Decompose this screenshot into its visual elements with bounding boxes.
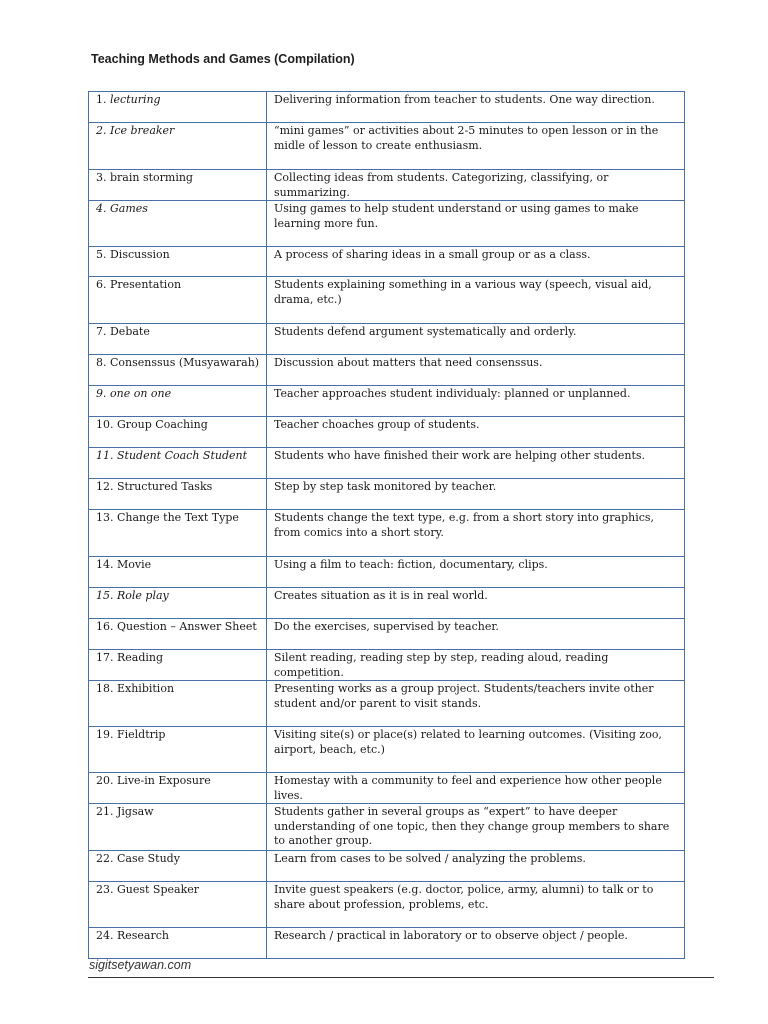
method-description-cell: Collecting ideas from students. Categorizing, classifying, or summarizing.: [267, 170, 685, 201]
method-description-cell: Using games to help student understand or using games to make learning more fun.: [267, 201, 685, 247]
method-name-cell: 3. brain storming: [89, 170, 267, 201]
method-name-cell: 19. Fieldtrip: [89, 727, 267, 773]
method-description-cell: Discussion about matters that need consenssus.: [267, 355, 685, 386]
method-description-cell: Creates situation as it is in real world.: [267, 588, 685, 619]
method-description-cell: Using a film to teach: fiction, documentary, clips.: [267, 557, 685, 588]
method-name-cell: 6. Presentation: [89, 277, 267, 324]
method-description-cell: Students gather in several groups as “expert” to have deeper understanding of one topic, then they change group members to share to another group.: [267, 804, 685, 851]
method-name-cell: [89, 92, 267, 123]
method-description-cell: Students explaining something in a various way (speech, visual aid, drama, etc.): [267, 277, 685, 324]
table-row: [89, 510, 685, 557]
method-name-cell: 18. Exhibition: [89, 681, 267, 727]
footer-website: sigitsetyawan.com: [89, 958, 192, 972]
method-description-cell: Invite guest speakers (e.g. doctor, police, army, alumni) to talk or to share about profession, problems, etc.: [267, 882, 685, 928]
table-row: [89, 588, 685, 619]
table-row: [89, 247, 685, 277]
table-row: [89, 681, 685, 727]
methods-table-body: [89, 92, 685, 959]
method-description-cell: Presenting works as a group project. Students/teachers invite other student and/or parent to visit stands.: [267, 681, 685, 727]
table-row: [89, 123, 685, 170]
table-row: [89, 201, 685, 247]
method-name-cell: 11. Student Coach Student: [89, 448, 267, 479]
method-name-cell: 5. Discussion: [89, 247, 267, 277]
method-description-cell: A process of sharing ideas in a small group or as a class.: [267, 247, 685, 277]
method-name-cell: 20. Live-in Exposure: [89, 773, 267, 804]
table-row: [89, 417, 685, 448]
table-row: [89, 773, 685, 804]
method-word: lecturing: [110, 93, 161, 106]
method-name-cell: 16. Question – Answer Sheet: [89, 619, 267, 650]
table-row: [89, 650, 685, 681]
methods-table: [88, 91, 685, 959]
table-row: [89, 386, 685, 417]
table-row: [89, 355, 685, 386]
table-row: [89, 448, 685, 479]
method-name-cell: 15. Role play: [89, 588, 267, 619]
document-title: Teaching Methods and Games (Compilation): [91, 52, 355, 66]
method-description-cell: Learn from cases to be solved / analyzing the problems.: [267, 851, 685, 882]
table-row: [89, 170, 685, 201]
table-row: [89, 277, 685, 324]
method-description-cell: Silent reading, reading step by step, reading aloud, reading competition.: [267, 650, 685, 681]
method-name-cell: 10. Group Coaching: [89, 417, 267, 448]
method-description-cell: Students who have finished their work are helping other students.: [267, 448, 685, 479]
method-name-cell: 13. Change the Text Type: [89, 510, 267, 557]
table-row: [89, 804, 685, 851]
method-name-cell: 9. one on one: [89, 386, 267, 417]
method-description-cell: Students change the text type, e.g. from a short story into graphics, from comics into a short story.: [267, 510, 685, 557]
table-row: [89, 619, 685, 650]
method-description-cell: Research / practical in laboratory or to observe object / people.: [267, 928, 685, 959]
method-name-cell: 23. Guest Speaker: [89, 882, 267, 928]
table-row: [89, 851, 685, 882]
method-description-cell: Visiting site(s) or place(s) related to learning outcomes. (Visiting zoo, airport, beach, etc.): [267, 727, 685, 773]
method-name-cell: 4. Games: [89, 201, 267, 247]
table-row: [89, 479, 685, 510]
footer-rule: [88, 977, 714, 978]
table-row: [89, 92, 685, 123]
method-description-cell: Homestay with a community to feel and experience how other people lives.: [267, 773, 685, 804]
table-row: [89, 727, 685, 773]
table-row: [89, 928, 685, 959]
table-row: [89, 324, 685, 355]
method-description-cell: Delivering information from teacher to students. One way direction.: [267, 92, 685, 123]
method-name-cell: 12. Structured Tasks: [89, 479, 267, 510]
method-description-cell: Teacher approaches student individualy: planned or unplanned.: [267, 386, 685, 417]
method-name-cell: 14. Movie: [89, 557, 267, 588]
method-name-cell: 24. Research: [89, 928, 267, 959]
method-name-cell: 22. Case Study: [89, 851, 267, 882]
method-description-cell: Teacher choaches group of students.: [267, 417, 685, 448]
method-description-cell: Step by step task monitored by teacher.: [267, 479, 685, 510]
table-row: [89, 882, 685, 928]
method-number: 1.: [96, 93, 110, 106]
method-name-cell: 2. Ice breaker: [89, 123, 267, 170]
method-name-cell: 8. Consenssus (Musyawarah): [89, 355, 267, 386]
method-name-cell: 17. Reading: [89, 650, 267, 681]
method-name-cell: 7. Debate: [89, 324, 267, 355]
table-row: [89, 557, 685, 588]
method-description-cell: “mini games” or activities about 2-5 minutes to open lesson or in the midle of lesson to create enthusiasm.: [267, 123, 685, 170]
method-name-cell: 21. Jigsaw: [89, 804, 267, 851]
method-description-cell: Do the exercises, supervised by teacher.: [267, 619, 685, 650]
method-description-cell: Students defend argument systematically and orderly.: [267, 324, 685, 355]
